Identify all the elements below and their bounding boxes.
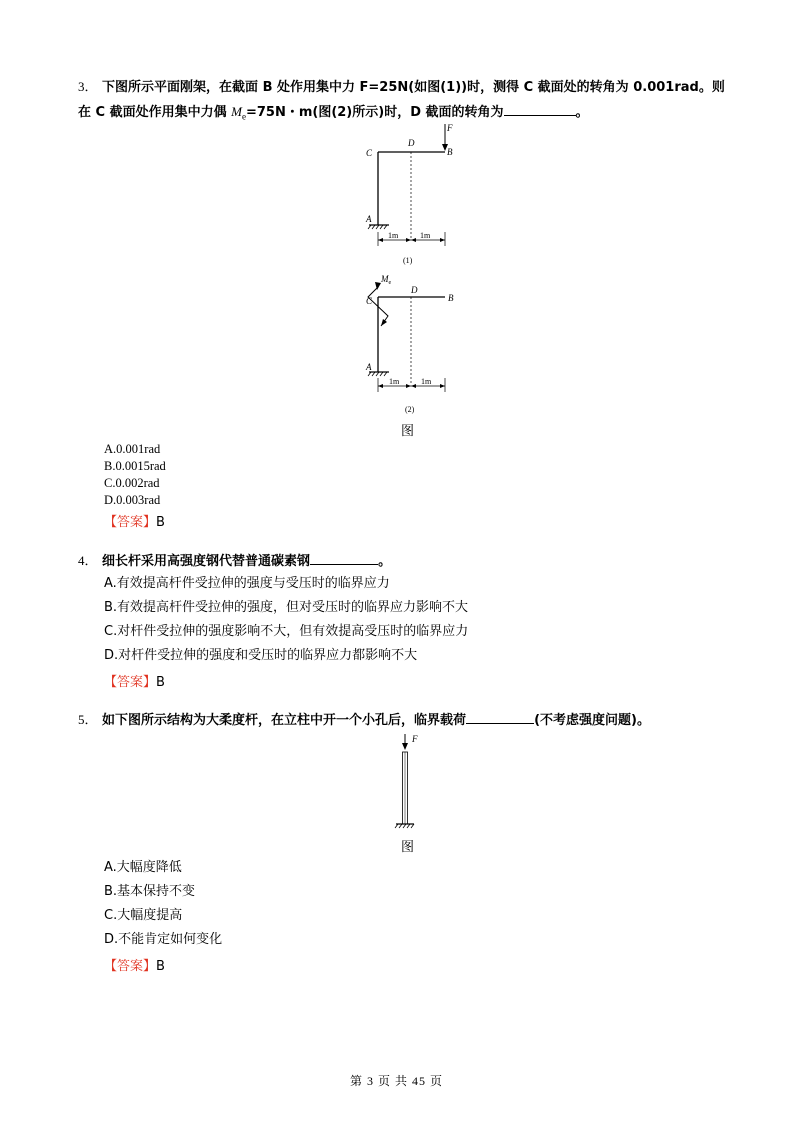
question-3-text-line1: 下图所示平面刚架，在截面 B 处作用集中力 F=25N(如图(1))时，测得 C 截面处的转角为 0.001rad。则 <box>102 80 725 95</box>
answer-4 <box>104 671 165 690</box>
question-4-number: 4． <box>78 553 98 568</box>
answer-value-5: B <box>156 959 165 974</box>
question-5-text-end: (不考虑强度问题)。 <box>534 713 650 728</box>
dim-label-3: 1m <box>389 377 400 386</box>
dim-label-1: 1m <box>388 231 399 240</box>
answer-value-4: B <box>156 675 165 690</box>
answer-5 <box>104 955 165 974</box>
question-4-text: 细长杆采用高强度钢代替普通碳素钢 <box>102 554 311 569</box>
figure-label-3: 图 <box>401 424 415 439</box>
question-5-text: 如下图所示结构为大柔度杆，在立柱中开一个小孔后，临界载荷 <box>102 713 467 728</box>
label-A-2: A <box>366 362 372 372</box>
question-3-line1 <box>78 77 758 98</box>
option-3c[interactable]: C.0.002rad <box>104 476 160 490</box>
question-5-number: 5． <box>78 712 98 727</box>
answer-blank-5[interactable] <box>466 711 534 724</box>
question-3-text-end: 。 <box>575 105 589 120</box>
option-4b[interactable]: B.有效提高杆件受拉伸的强度，但对受压时的临界应力影响不大 <box>104 600 469 615</box>
moment-symbol: M <box>231 104 242 119</box>
label-Me: $M_e$ <box>381 274 392 286</box>
question-4-text-end: 。 <box>378 554 392 569</box>
question-3-text-line2b: =75N・m(图(2)所示)时，D 截面的转角为 <box>245 105 504 120</box>
answer-value: B <box>156 515 165 530</box>
label-D: D <box>408 138 415 148</box>
option-4d[interactable]: D.对杆件受拉伸的强度和受压时的临界应力都影响不大 <box>104 648 418 663</box>
question-5-figure <box>390 732 430 832</box>
question-3-figure <box>355 120 465 420</box>
answer-blank[interactable] <box>504 103 576 116</box>
label-C: C <box>366 148 373 158</box>
label-F: F <box>447 123 453 133</box>
label-B-2: B <box>448 293 454 303</box>
question-3-text-line2a: 在 C 截面处作用集中力偶 <box>78 105 227 120</box>
option-3d[interactable]: D.0.003rad <box>104 493 161 507</box>
fig-caption-2: (2) <box>405 405 415 414</box>
figure-label-5: 图 <box>401 840 415 855</box>
answer-tag-5: 【答案】 <box>104 959 157 974</box>
question-3-number: 3． <box>78 79 98 94</box>
option-3b[interactable]: B.0.0015rad <box>104 459 166 473</box>
frame-figure-1 <box>365 123 453 265</box>
option-4c[interactable]: C.对杆件受拉伸的强度影响不大，但有效提高受压时的临界应力 <box>104 624 469 639</box>
option-5a[interactable]: A.大幅度降低 <box>104 860 182 875</box>
option-5c[interactable]: C.大幅度提高 <box>104 908 183 923</box>
page-footer: 第 3 页 共 45 页 <box>349 1074 443 1088</box>
answer-blank-4[interactable] <box>310 552 378 565</box>
answer-tag-4: 【答案】 <box>104 675 157 690</box>
label-D-2: D <box>411 285 418 295</box>
label-F-5: F <box>412 734 418 744</box>
option-4a[interactable]: A.有效提高杆件受拉伸的强度与受压时的临界应力 <box>104 576 390 591</box>
frame-figure-2 <box>365 274 454 414</box>
question-4 <box>78 551 391 572</box>
fig-caption-1: (1) <box>403 256 413 265</box>
dim-label-4: 1m <box>421 377 432 386</box>
dim-label-2: 1m <box>420 231 431 240</box>
label-A: A <box>366 214 372 224</box>
option-3a[interactable]: A.0.001rad <box>104 442 161 456</box>
question-5 <box>78 710 650 731</box>
option-5d[interactable]: D.不能肯定如何变化 <box>104 932 223 947</box>
label-B: B <box>447 147 453 157</box>
option-5b[interactable]: B.基本保持不变 <box>104 884 196 899</box>
answer-3 <box>104 511 165 530</box>
label-C-2: C <box>366 296 373 306</box>
answer-tag: 【答案】 <box>104 515 157 530</box>
moment-subscript: e <box>241 111 246 122</box>
